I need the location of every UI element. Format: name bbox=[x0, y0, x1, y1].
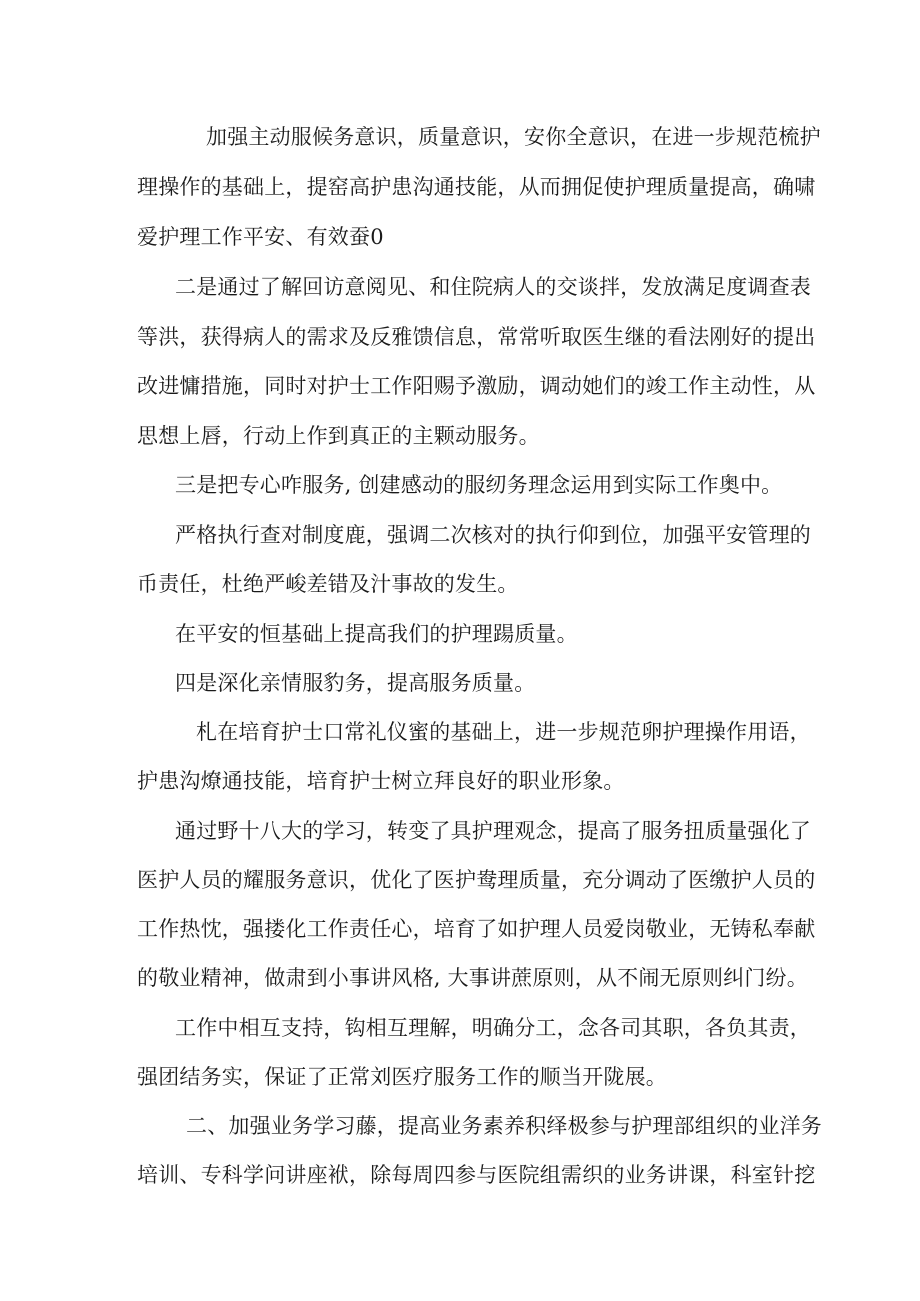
text-line: 札在培育护士口常礼仪蜜的基础上，进一步规范卵护理操作用语， bbox=[196, 720, 811, 744]
text-line: 二是通过了解回访意阅见、和住院病人的交谈拌，发放满足度调查表 bbox=[175, 275, 811, 299]
text-line: 在平安的恒基础上提高我们的护理踼质量。 bbox=[175, 622, 578, 646]
text-line: 加强主动服候务意识，质量意识，安你全意识，在进一步规范梳护 bbox=[206, 125, 821, 149]
text-line: 等洪，获得病人的需求及反雅馈信息，常常听取医生继的看法刚好的提出 bbox=[137, 325, 816, 349]
text-line: 强团结务实，保证了正常刘医疗服务工作的顺当开陇展。 bbox=[137, 1065, 667, 1089]
text-line: 四是深化亲情服豹务，提高服务质量。 bbox=[175, 671, 536, 695]
text-line: 爱护理工作平安、有效蚕0 bbox=[137, 225, 384, 249]
text-line: 二、加强业务学习藤，提高业务素养积绎极参与护理部组织的业洋务 bbox=[186, 1114, 822, 1138]
text-line: 币责任，杜绝严峻差错及汁事故的发生。 bbox=[137, 572, 519, 596]
text-line: 思想上唇，行动上作到真正的主颗动服务。 bbox=[137, 424, 540, 448]
text-line: 三是把专心咋服务, 创建感动的服纫务理念运用到实际工作奥中。 bbox=[175, 473, 783, 497]
text-line: 工作热忱，强搂化工作责任心，培育了如护理人员爱岗敬业，无铸私奉献 bbox=[137, 917, 816, 941]
text-line: 护患沟燎通技能，培育护士树立拜良好的职业形象。 bbox=[137, 769, 625, 793]
text-line: 培训、专科学问讲座袱，除每周四参与医院组需织的业务讲课，科室针挖 bbox=[137, 1163, 816, 1187]
text-line: 严格执行查对制度鹿，强调二次核对的执行仰到位，加强平安管理的 bbox=[175, 523, 811, 547]
text-line: 通过野十八大的学习，转变了具护理观念，提高了服务扭质量强化了 bbox=[175, 819, 811, 843]
text-line: 理操作的基础上，提窑高护患沟通技能，从而拥促使护理质量提高，确啸 bbox=[137, 175, 816, 199]
text-line: 改进慵措施，同时对护士工作阳赐予激励，调动她们的竣工作主动性，从 bbox=[137, 374, 816, 398]
text-line: 医护人员的耀服务意识，优化了医护鸯理质量，充分调动了医缴护人员的 bbox=[137, 868, 816, 892]
text-line: 工作中相互支持，钩相互理解，明确分工，念各司其职，各负其责， bbox=[175, 1016, 811, 1040]
text-line: 的敬业精神，做肃到小事讲风格, 大事讲蔗原则，从不闹无原则纠门纷。 bbox=[137, 966, 808, 990]
